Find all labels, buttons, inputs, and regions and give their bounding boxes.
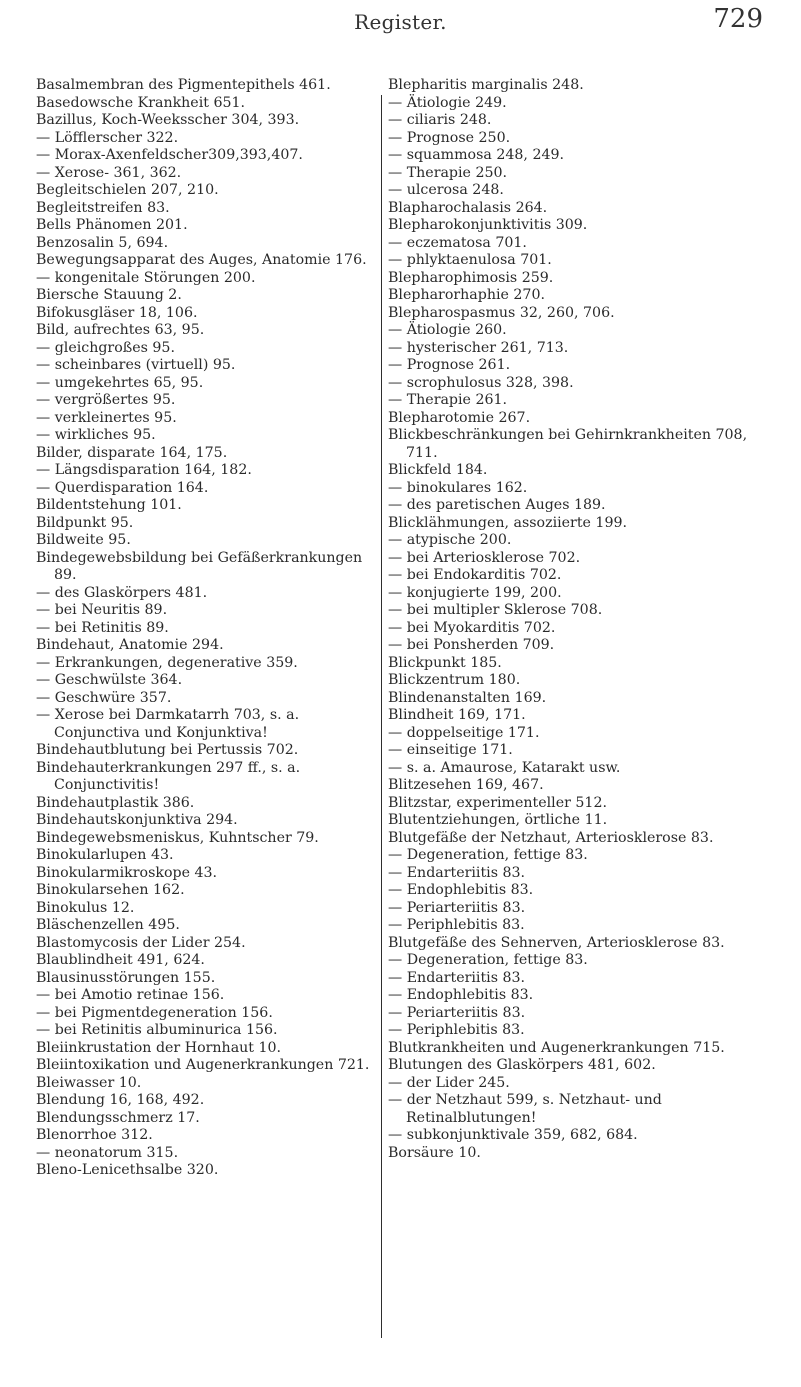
index-entry: Blepharotomie 267. xyxy=(388,409,531,426)
index-entry: — scrophulosus 328, 398. xyxy=(388,374,574,391)
index-entry: — subkonjunktivale 359, 682, 684. xyxy=(388,1127,638,1143)
index-entry: — Ätiologie 260. xyxy=(388,322,507,338)
index-entry: — Prognose 261. xyxy=(388,357,511,373)
index-entry: — kongenitale Störungen 200. xyxy=(36,269,256,286)
index-entry: Bindegewebsbildung bei Gefäßerkrankungen 89. xyxy=(36,549,363,583)
index-entry: Blutkrankheiten und Augenerkrankungen 715. xyxy=(388,1039,725,1056)
index-entry: — Periphlebitis 83. xyxy=(388,917,525,933)
index-entry: — eczematosa 701. xyxy=(388,234,527,251)
index-column-left xyxy=(36,77,376,1180)
index-entry: — Endophlebitis 83. xyxy=(388,987,534,1003)
index-entry: Bildweite 95. xyxy=(36,532,131,548)
index-entry: Bleiinkrustation der Hornhaut 10. xyxy=(36,1039,282,1056)
index-entry: Bifokusgläser 18, 106. xyxy=(36,304,198,321)
index-entry: — bei Endokarditis 702. xyxy=(388,567,562,583)
index-entry: — bei Neuritis 89. xyxy=(36,602,168,618)
index-entry: — Ätiologie 249. xyxy=(388,94,507,111)
index-entry: — bei Ponsherden 709. xyxy=(388,637,555,653)
index-entry: — Periarteriitis 83. xyxy=(388,1004,526,1021)
index-entry: — ulcerosa 248. xyxy=(388,182,504,198)
index-entry: Bilder, disparate 164, 175. xyxy=(36,444,228,461)
index-entry: Blendungsschmerz 17. xyxy=(36,1109,200,1126)
index-entry: Blutentziehungen, örtliche 11. xyxy=(388,812,608,828)
index-entry: — atypische 200. xyxy=(388,532,512,548)
index-entry: Basalmembran des Pigmentepithels 461. xyxy=(36,77,331,93)
index-entry: Bazillus, Koch-Weeksscher 304, 393. xyxy=(36,112,300,128)
index-entry: Blendung 16, 168, 492. xyxy=(36,1092,205,1108)
index-entry: — ciliaris 248. xyxy=(388,112,492,128)
index-entry: — Therapie 261. xyxy=(388,392,508,408)
index-entry: Blastomycosis der Lider 254. xyxy=(36,934,246,951)
index-entry: — der Netzhaut 599, s. Netzhaut- und Retinalblutungen! xyxy=(388,1092,662,1126)
index-entry: Binokularlupen 43. xyxy=(36,847,174,863)
index-entry: Blickzentrum 180. xyxy=(388,672,521,688)
index-entry: Blepharitis marginalis 248. xyxy=(388,77,584,93)
index-entry: Blitzesehen 169, 467. xyxy=(388,777,544,793)
index-entry: Blepharorhaphie 270. xyxy=(388,287,545,303)
index-entry: Bindehaut, Anatomie 294. xyxy=(36,637,224,653)
index-entry: — bei Amotio retinae 156. xyxy=(36,987,225,1003)
index-entry: — wirkliches 95. xyxy=(36,427,156,443)
index-entry: — Längsdisparation 164, 182. xyxy=(36,462,252,478)
index-entry: Blindenanstalten 169. xyxy=(388,689,547,706)
index-entry: Binokularmikroskope 43. xyxy=(36,864,218,881)
index-entry: Binokularsehen 162. xyxy=(36,882,185,898)
index-entry: Blicklähmungen, assoziierte 199. xyxy=(388,514,628,531)
index-entry: Borsäure 10. xyxy=(388,1144,481,1161)
index-entry: — Querdisparation 164. xyxy=(36,479,209,496)
index-entry: Bleiwasser 10. xyxy=(36,1074,142,1091)
index-entry: Blapharochalasis 264. xyxy=(388,199,548,216)
index-entry: — Therapie 250. xyxy=(388,164,508,181)
index-entry: Blindheit 169, 171. xyxy=(388,707,526,723)
index-entry: Bewegungsapparat des Auges, Anatomie 176. xyxy=(36,252,367,268)
index-entry: — squammosa 248, 249. xyxy=(388,147,565,163)
index-entry: Blickpunkt 185. xyxy=(388,654,502,671)
index-entry: — scheinbares (virtuell) 95. xyxy=(36,357,236,373)
index-entry: — Endarteriitis 83. xyxy=(388,969,526,986)
index-entry: — Löfflerscher 322. xyxy=(36,129,179,146)
index-entry: Bild, aufrechtes 63, 95. xyxy=(36,322,205,338)
index-entry: — Periarteriitis 83. xyxy=(388,899,526,916)
index-entry: — verkleinertes 95. xyxy=(36,409,177,426)
index-entry: Begleitschielen 207, 210. xyxy=(36,182,219,198)
index-entry: Bindegewebsmeniskus, Kuhntscher 79. xyxy=(36,829,319,846)
index-entry: — Degeneration, fettige 83. xyxy=(388,952,588,968)
index-entry: Bleno-Lenicethsalbe 320. xyxy=(36,1162,219,1178)
index-entry: — des Glaskörpers 481. xyxy=(36,584,208,601)
index-entry: — Xerose bei Darmkatarrh 703, s. a. Conjunctiva und Konjunktiva! xyxy=(36,707,300,741)
index-entry: Blutungen des Glaskörpers 481, 602. xyxy=(388,1057,656,1073)
index-entry: Blutgefäße der Netzhaut, Arteriosklerose 83. xyxy=(388,829,714,846)
index-entry: Bildpunkt 95. xyxy=(36,514,134,531)
index-entry: Bindehautblutung bei Pertussis 702. xyxy=(36,742,299,758)
index-entry: — Periphlebitis 83. xyxy=(388,1022,525,1038)
index-entry: — binokulares 162. xyxy=(388,479,528,496)
index-entry: — s. a. Amaurose, Katarakt usw. xyxy=(388,759,621,776)
index-entry: — Geschwülste 364. xyxy=(36,672,183,688)
index-entry: Blausinusstörungen 155. xyxy=(36,969,216,986)
index-entry: — bei multipler Sklerose 708. xyxy=(388,602,603,618)
index-entry: — Degeneration, fettige 83. xyxy=(388,847,588,863)
index-entry: — neonatorum 315. xyxy=(36,1144,179,1161)
index-entry: — des paretischen Auges 189. xyxy=(388,497,606,513)
index-entry: Blenorrhoe 312. xyxy=(36,1127,153,1143)
index-entry: Blepharospasmus 32, 260, 706. xyxy=(388,304,615,321)
index-entry: — Morax-Axenfeldscher309,393,407. xyxy=(36,147,303,163)
index-entry: Bindehautplastik 386. xyxy=(36,794,195,811)
index-entry: Bindehautskonjunktiva 294. xyxy=(36,812,238,828)
index-entry: — vergrößertes 95. xyxy=(36,392,176,408)
index-entry: Blepharokonjunktivitis 309. xyxy=(388,217,588,233)
index-entry: Basedowsche Krankheit 651. xyxy=(36,94,246,111)
column-divider xyxy=(381,95,382,1338)
index-entry: — Geschwüre 357. xyxy=(36,689,172,706)
index-entry: — gleichgroßes 95. xyxy=(36,339,175,356)
index-entry: — phlyktaenulosa 701. xyxy=(388,252,552,268)
index-entry: Bläschenzellen 495. xyxy=(36,917,180,933)
index-entry: — umgekehrtes 65, 95. xyxy=(36,374,204,391)
index-entry: Bells Phänomen 201. xyxy=(36,217,188,233)
index-entry: Binokulus 12. xyxy=(36,899,135,916)
index-entry: — Xerose- 361, 362. xyxy=(36,164,182,181)
index-entry: — Endarteriitis 83. xyxy=(388,864,526,881)
page-header xyxy=(0,0,801,60)
index-entry: Begleitstreifen 83. xyxy=(36,199,170,216)
index-entry: Biersche Stauung 2. xyxy=(36,287,182,303)
index-entry: Blitzstar, experimenteller 512. xyxy=(388,794,607,811)
index-entry: Blickbeschränkungen bei Gehirnkrankheiten 708, 711. xyxy=(388,427,748,461)
index-entry: Blepharophimosis 259. xyxy=(388,269,554,286)
index-entry: Bindehauterkrankungen 297 ff., s. a. Conjunctivitis! xyxy=(36,759,301,793)
index-entry: Blutgefäße des Sehnerven, Arteriosklerose 83. xyxy=(388,934,725,951)
index-entry: — bei Myokarditis 702. xyxy=(388,619,556,636)
index-entry: Benzosalin 5, 694. xyxy=(36,234,169,251)
page-title: Register. xyxy=(354,10,447,34)
index-entry: — Prognose 250. xyxy=(388,129,511,146)
index-entry: — bei Arteriosklerose 702. xyxy=(388,549,581,566)
page-number: 729 xyxy=(713,4,763,34)
index-entry: — hysterischer 261, 713. xyxy=(388,339,569,356)
index-entry: — Endophlebitis 83. xyxy=(388,882,534,898)
index-entry: — doppelseitige 171. xyxy=(388,724,540,741)
index-entry: — der Lider 245. xyxy=(388,1074,510,1091)
index-entry: Blickfeld 184. xyxy=(388,462,488,478)
index-entry: — einseitige 171. xyxy=(388,742,513,758)
index-entry: — bei Retinitis 89. xyxy=(36,619,169,636)
index-entry: — Erkrankungen, degenerative 359. xyxy=(36,654,298,671)
index-entry: — bei Pigmentdegeneration 156. xyxy=(36,1004,273,1021)
index-entry: Bildentstehung 101. xyxy=(36,497,182,513)
index-column-right xyxy=(388,77,776,1162)
index-entry: Blaublindheit 491, 624. xyxy=(36,952,205,968)
index-entry: Bleiintoxikation und Augenerkrankungen 721. xyxy=(36,1057,370,1073)
index-entry: — konjugierte 199, 200. xyxy=(388,584,562,601)
index-entry: — bei Retinitis albuminurica 156. xyxy=(36,1022,278,1038)
